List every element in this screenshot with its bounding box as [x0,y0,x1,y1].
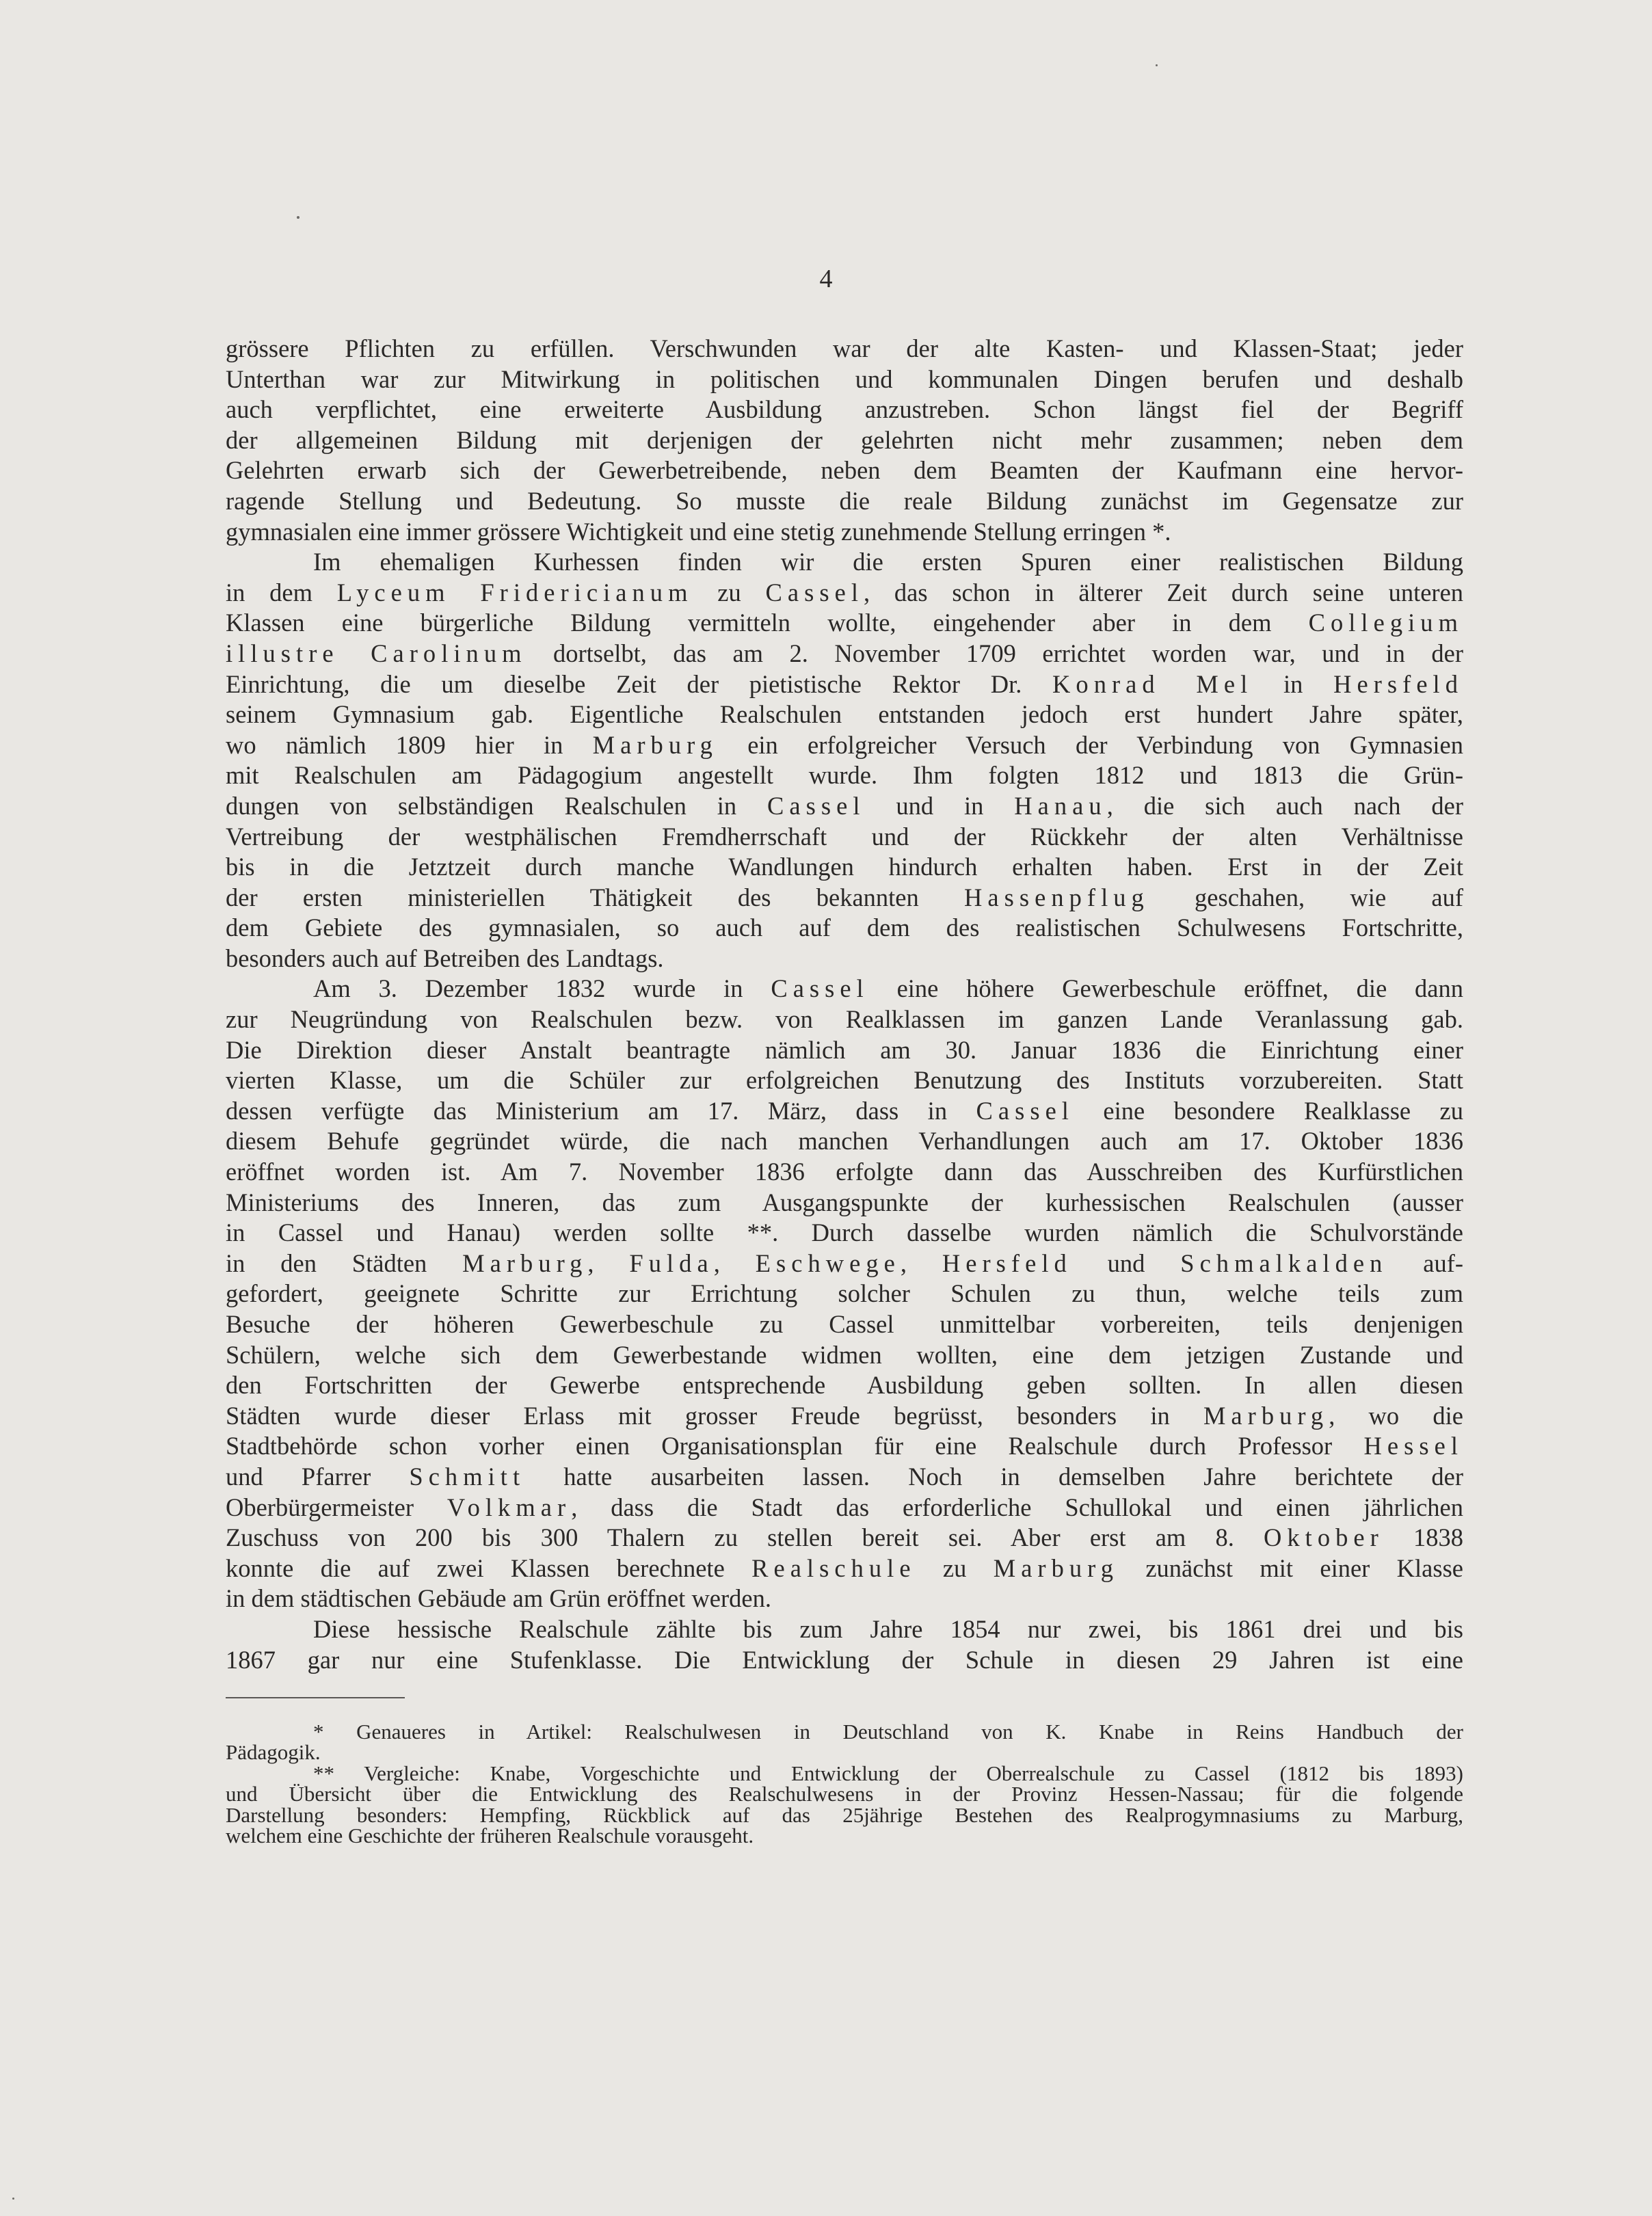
text-line [226,1493,1463,1523]
text-run: eröffnet worden ist. Am 7. November 1836 erfolgte dann das Ausschreiben des Kurfürstlichen [226,1158,1463,1186]
text-run: Vertreibung der westphälischen Fremdherrschaft und der Rückkehr der alten Verhältnisse [226,822,1463,851]
text-line [226,1279,1463,1309]
text-run: Zuschuss von 200 bis 300 Thalern zu stellen bereit sei. Aber erst am 8. [226,1523,1264,1552]
text-line [226,730,1463,761]
text-line [226,669,1463,700]
spaced-name: Eschwege [755,1249,901,1277]
text-run: Stadtbehörde schon vorher einen Organisationsplan für eine Realschule durch Professor [226,1432,1364,1460]
text-line [226,944,1463,974]
text-run: auf- [1387,1249,1464,1277]
text-run: Am 3. Dezember 1832 wurde in [313,974,771,1003]
spaced-name: illustre Carolinum [226,639,527,667]
text-line [226,608,1463,639]
spaced-name: Cassel [767,791,866,820]
text-run: dortselbt, das am 2. November 1709 errichtet worden war, und in der [527,639,1463,667]
text-run: dungen von selbständigen Realschulen in [226,791,768,820]
footnotes [226,1722,1463,1846]
text-run: zu [693,578,766,606]
text-line [226,639,1463,669]
text-run: in dem [226,578,337,606]
text-run: Städten wurde dieser Erlass mit grosser Freude begrüsst, besonders in [226,1401,1203,1430]
text-line [226,395,1463,425]
spaced-name: Lyceum Fridericianum [336,578,693,606]
text-line [226,791,1463,822]
text-run: seinem Gymnasium gab. Eigentliche Realschulen entstanden jedoch erst hundert Jahre später, [226,700,1463,729]
spaced-name: Realschule [751,1553,916,1582]
text-run: Besuche der höheren Gewerbeschule zu Cassel unmittelbar vorbereiten, teils denjenigen [226,1310,1463,1338]
text-run: , die sich auch nach der [1106,791,1463,820]
text-run: Ministeriums des Inneren, das zum Ausgangspunkte der kurhessischen Realschulen (ausser [226,1188,1463,1216]
text-line [226,1370,1463,1401]
text-run: Gelehrten erwarb sich der Gewerbetreibende, neben dem Beamten der Kaufmann eine hervor- [226,456,1463,485]
text-run: geschahen, wie auf [1149,883,1464,911]
text-run: , [587,1249,630,1277]
text-run: der ersten ministeriellen Thätigkeit des bekannten [226,883,964,911]
scan-speck [1156,64,1158,66]
text-run: hatte ausarbeiten lassen. Noch in demselben Jahre berichtete der [525,1462,1463,1491]
spaced-name: Hanau [1014,791,1107,820]
text-line [226,1126,1463,1157]
footnote-line: Darstellung besonders: Hempfing, Rückblick auf das 25jährige Bestehen des Realprogymnasiums zu Marburg, [226,1802,1463,1827]
text-run: , das schon in älterer Zeit durch seine unteren [864,578,1464,606]
text-run: eine besondere Realklasse zu [1074,1096,1463,1125]
text-line [226,1035,1463,1066]
text-line [226,1188,1463,1218]
text-run: der allgemeinen Bildung mit derjenigen der gelehrten nicht mehr zusammen; neben dem [226,425,1463,454]
text-run: den Fortschritten der Gewerbe entsprechende Ausbildung geben sollten. In allen diesen [226,1371,1463,1400]
spaced-name: Hassenpflug [964,883,1149,911]
text-run: dessen verfügte das Ministerium am 17. März, dass in [226,1096,976,1125]
spaced-name: Hessel [1363,1432,1463,1460]
text-line [226,425,1463,456]
footnote-line: und Übersicht über die Entwicklung des Realschulwesens in der Provinz Hessen-Nassau; für die folgende [226,1782,1463,1806]
text-run: Unterthan war zur Mitwirkung in politischen und kommunalen Dingen berufen und deshalb [226,364,1463,393]
text-run: mit Realschulen am Pädagogium angestellt wurde. Ihm folgten 1812 und 1813 die Grün- [226,761,1463,790]
text-run: gymnasialen eine immer grössere Wichtigkeit und eine stetig zunehmende Stellung erringen *. [226,517,1171,546]
text-run: , [713,1249,756,1277]
spaced-name: Marburg [462,1249,588,1277]
text-line [226,822,1463,853]
text-line [226,1065,1463,1096]
text-run: 1867 gar nur eine Stufenklasse. Die Entwicklung der Schule in diesen 29 Jahren ist eine [226,1645,1463,1674]
text-run: gefordert, geeignete Schritte zur Errichtung solcher Schulen zu thun, welche teils zum [226,1279,1463,1308]
text-line [226,1340,1463,1371]
text-run: in den Städten [226,1249,463,1277]
spaced-name: Konrad Mel [1052,669,1253,698]
text-run: und in [865,791,1015,820]
spaced-name: Fulda [629,1249,714,1277]
text-line [226,1096,1463,1127]
text-run: und [1071,1249,1181,1277]
text-run: 1838 [1383,1523,1464,1552]
spaced-name: Hersfeld [1333,669,1463,698]
text-line [226,1645,1463,1676]
text-line [226,455,1463,486]
text-run: in dem städtischen Gebäude am Grün eröffnet werden. [226,1584,771,1613]
text-line [226,1157,1463,1188]
text-run: dem Gebiete des gymnasialen, so auch auf dem des realistischen Schulwesens Fortschritte, [226,913,1463,942]
text-line [226,1309,1463,1340]
text-line [226,699,1463,730]
spaced-name: Cassel [771,974,869,1003]
text-run: Schülern, welche sich dem Gewerbestande widmen wollten, eine dem jetzigen Zustande und [226,1340,1463,1369]
text-run: , [900,1249,942,1277]
text-line [226,1523,1463,1553]
text-line [226,1218,1463,1249]
text-run: Einrichtung, die um dieselbe Zeit der pietistische Rektor Dr. [226,669,1053,698]
text-run: und Pfarrer [226,1462,410,1491]
text-line [226,364,1463,395]
text-line [226,486,1463,517]
text-run: Klassen eine bürgerliche Bildung vermitteln wollte, eingehender aber in dem [226,609,1309,637]
text-run: konnte die auf zwei Klassen berechnete [226,1553,752,1582]
footnote-line: Pädagogik. [226,1740,321,1765]
text-run: besonders auch auf Betreiben des Landtags. [226,944,664,972]
text-line [226,1584,1463,1614]
text-line [226,1249,1463,1279]
spaced-name: Marburg [993,1553,1119,1582]
footnote-divider [226,1697,405,1698]
text-line [226,852,1463,883]
text-run: Die Direktion dieser Anstalt beantragte nämlich am 30. Januar 1836 die Einrichtung einer [226,1035,1463,1064]
text-run: vierten Klasse, um die Schüler zur erfolgreichen Benutzung des Instituts vorzubereiten. Statt [226,1066,1463,1095]
text-run: Im ehemaligen Kurhessen finden wir die ersten Spuren einer realistischen Bildung [313,548,1463,576]
spaced-name: Hersfeld [942,1249,1072,1277]
text-run: zunächst mit einer Klasse [1118,1553,1463,1582]
spaced-name: Volkmar [447,1493,572,1521]
text-run: in Cassel und Hanau) werden sollte **. Durch dasselbe wurden nämlich die Schulvorstände [226,1218,1463,1247]
text-run: grössere Pflichten zu erfüllen. Verschwunden war der alte Kasten- und Klassen-Staat; jeder [226,334,1463,362]
spaced-name: Marburg [592,730,718,759]
text-line [226,1431,1463,1462]
text-line [226,334,1463,364]
spaced-name: Marburg [1203,1401,1329,1430]
text-run: eine höhere Gewerbeschule eröffnet, die dann [868,974,1463,1003]
spaced-name: Collegium [1308,609,1463,637]
text-run: Oberbürgermeister [226,1493,447,1521]
text-run: , dass die Stadt das erforderliche Schullokal und einen jährlichen [571,1493,1464,1521]
text-line [226,1553,1463,1584]
page-number: 4 [819,265,833,293]
text-line [226,517,1463,548]
text-line [226,547,1463,578]
body-text [226,334,1463,1675]
text-run: Diese hessische Realschule zählte bis zum Jahre 1854 nur zwei, bis 1861 drei und bis [313,1614,1463,1643]
spaced-name: Schmalkalden [1180,1249,1388,1277]
text-run: wo nämlich 1809 hier in [226,730,593,759]
spaced-name: Schmitt [409,1462,526,1491]
text-line [226,1462,1463,1493]
footnote-line: * Genaueres in Artikel: Realschulwesen in Deutschland von K. Knabe in Reins Handbuch der [313,1720,1463,1744]
text-line [226,1004,1463,1035]
text-run: auch verpflichtet, eine erweiterte Ausbildung anzustreben. Schon längst fiel der Begriff [226,395,1463,424]
text-line [226,1401,1463,1432]
text-line [226,913,1463,944]
footnote-line: welchem eine Geschichte der früheren Realschule vorausgeht. [226,1824,754,1848]
text-run: in [1253,669,1334,698]
spaced-name: Cassel [765,578,864,606]
text-run: zu [916,1553,994,1582]
text-run: , wo die [1329,1401,1463,1430]
text-run: zur Neugründung von Realschulen bezw. von Realklassen im ganzen Lande Veranlassung gab. [226,1005,1463,1034]
spaced-name: Oktober [1264,1523,1384,1552]
text-run: bis in die Jetztzeit durch manche Wandlungen hindurch erhalten haben. Erst in der Zeit [226,853,1463,881]
text-run: ein erfolgreicher Versuch der Verbindung von Gymnasien [717,730,1463,759]
footnote-line: ** Vergleiche: Knabe, Vorgeschichte und Entwicklung der Oberrealschule zu Cassel (1812 bis 1893) [313,1761,1463,1785]
text-line [226,578,1463,609]
spaced-name: Cassel [976,1096,1074,1125]
text-line [226,974,1463,1004]
text-line [226,883,1463,913]
scan-speck [12,2198,14,2200]
text-line [226,1614,1463,1645]
scan-speck [297,216,299,219]
text-run: ragende Stellung und Bedeutung. So musste die reale Bildung zunächst im Gegensatze zur [226,486,1463,515]
text-run: diesem Behufe gegründet würde, die nach manchen Verhandlungen auch am 17. Oktober 1836 [226,1127,1463,1156]
text-line [226,760,1463,791]
